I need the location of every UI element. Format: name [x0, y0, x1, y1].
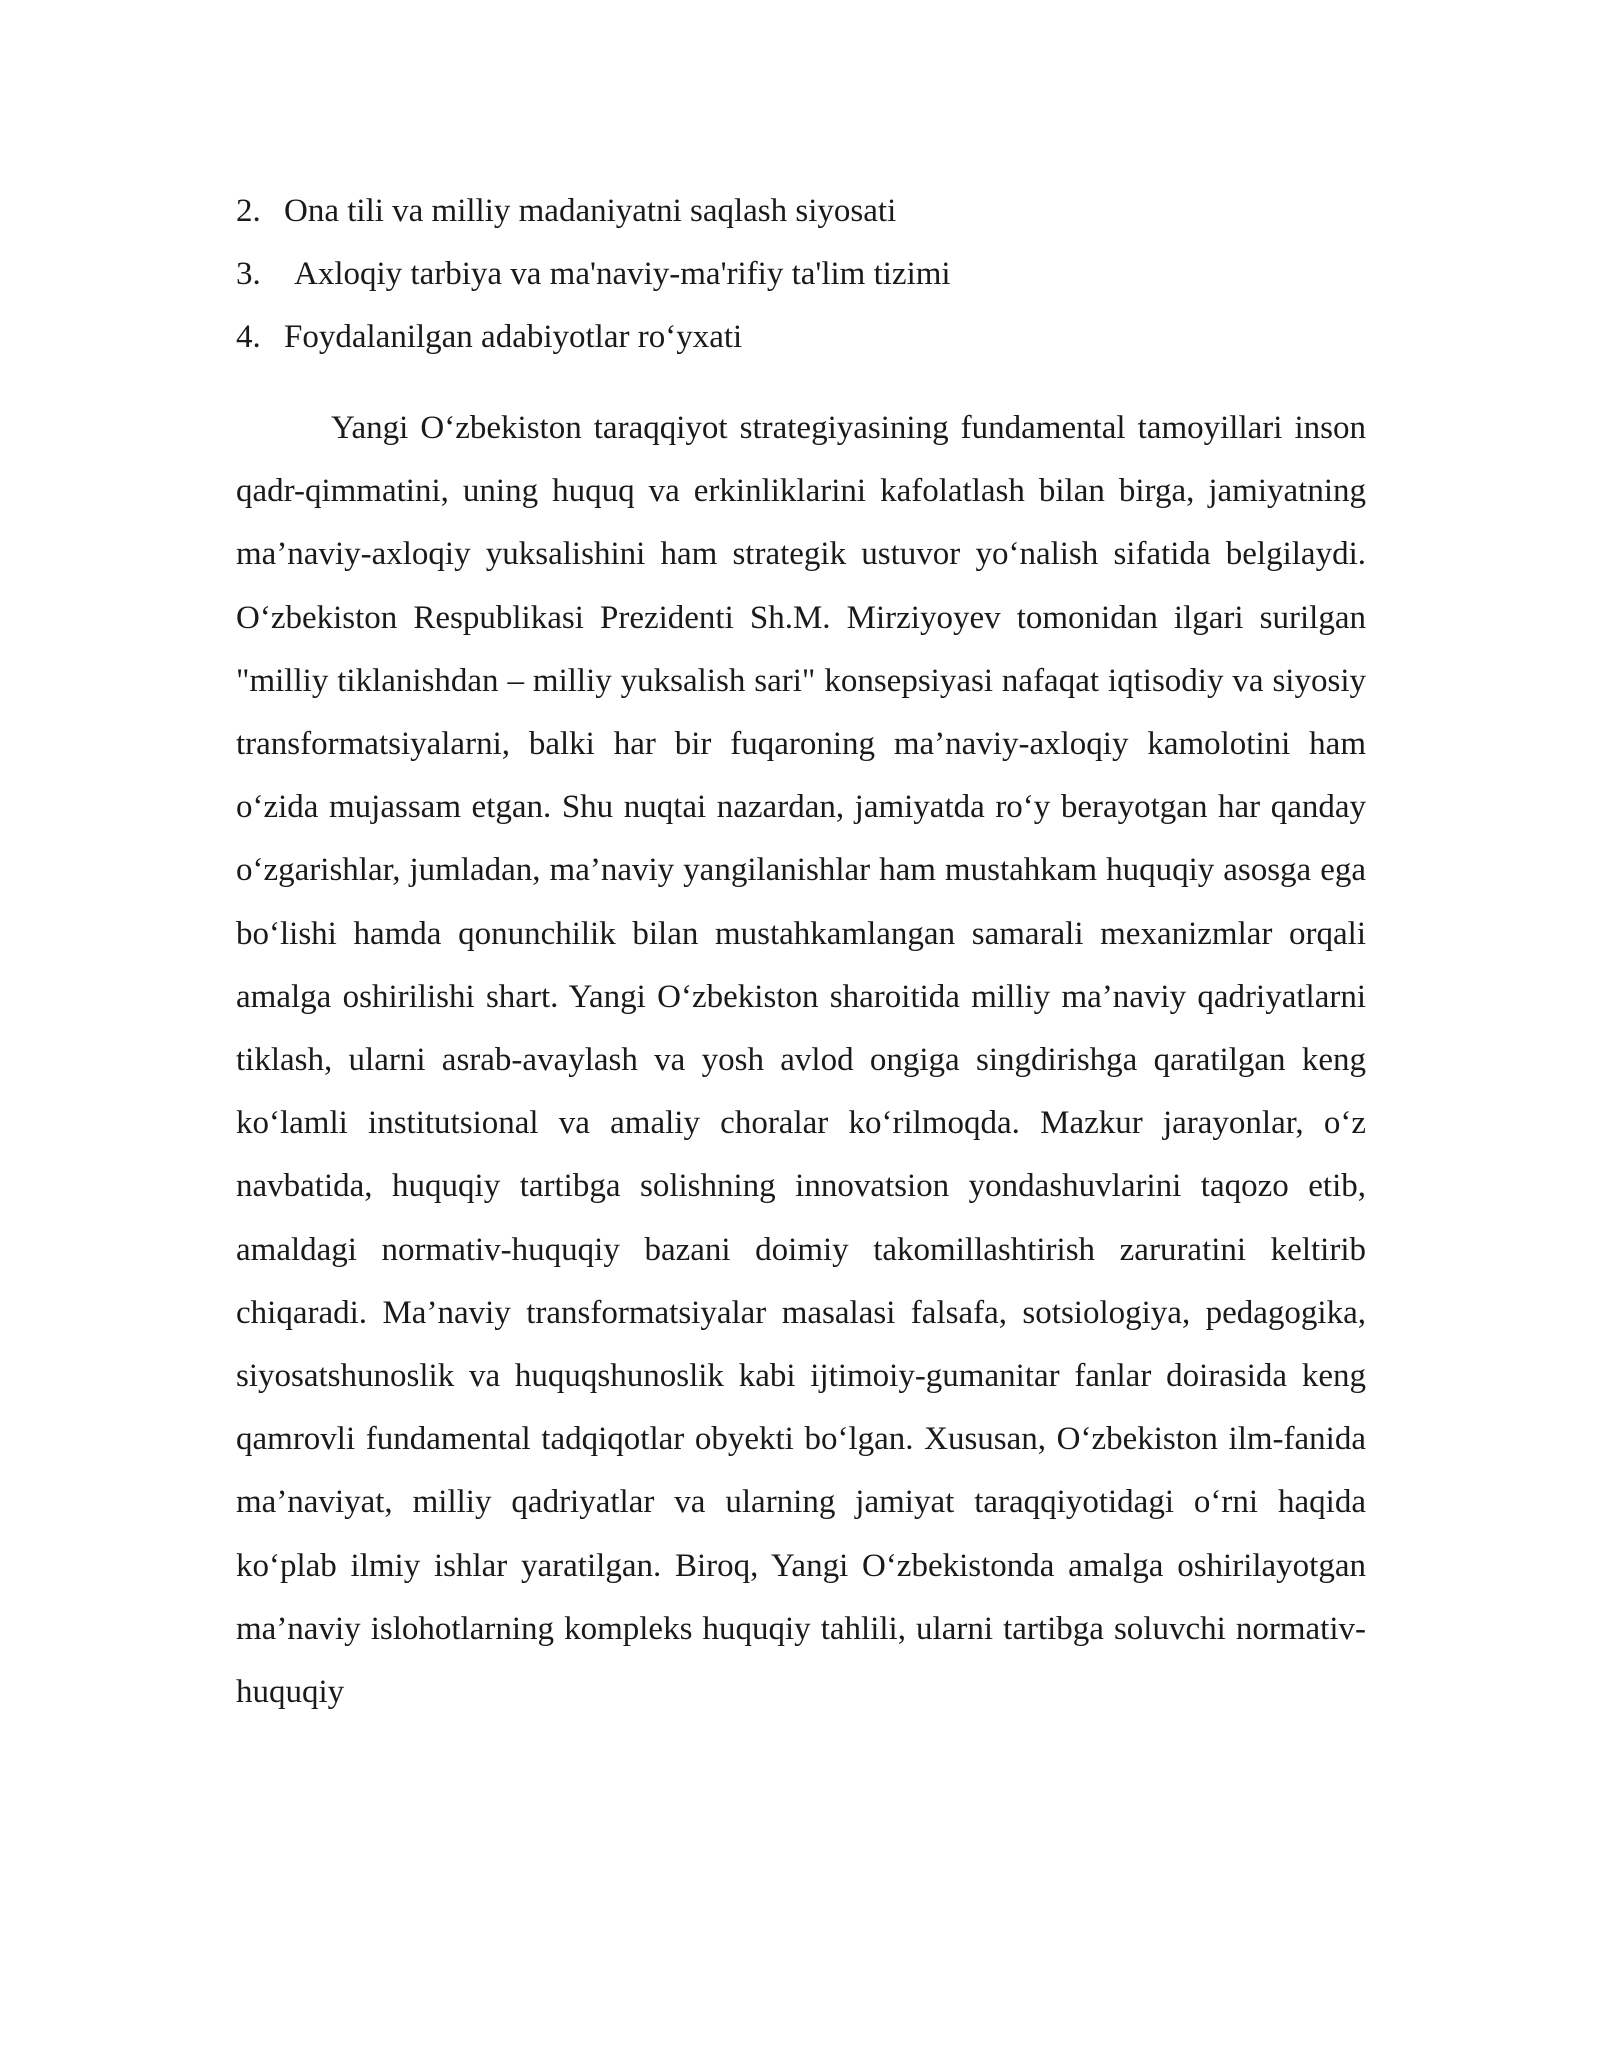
toc-item-number: 4. [236, 319, 261, 355]
toc-item [236, 312, 1366, 375]
toc-item [236, 186, 1366, 249]
body-paragraph: Yangi O‘zbekiston taraqqiyot strategiyasining fundamental tamoyillari inson qadr-qimmatini, uning huquq va erkinliklarini kafolatlash bilan birga, jamiyatning ma’naviy-axloqiy yuksalishini ham strategik ustuvor yo‘nalish sifatida belgilaydi. O‘zbekiston Respublikasi Prezidenti Sh.M. Mirziyoyev tomonidan ilgari surilgan "milliy tiklanishdan – milliy yuksalish sari" konsepsiyasi nafaqat iqtisodiy va siyosiy transformatsiyalarni, balki har bir fuqaroning ma’naviy-axloqiy kamolotini ham o‘zida mujassam etgan. Shu nuqtai nazardan, jamiyatda ro‘y berayotgan har qanday o‘zgarishlar, jumladan, ma’naviy yangilanishlar ham mustahkam huquqiy asosga ega bo‘lishi hamda qonunchilik bilan mustahkamlangan samarali mexanizmlar orqali amalga oshirilishi shart. Yangi O‘zbekiston sharoitida milliy ma’naviy qadriyatlarni tiklash, ularni asrab-avaylash va yosh avlod ongiga singdirishga qaratilgan keng ko‘lamli institutsional va amaliy choralar ko‘rilmoqda. Mazkur jarayonlar, o‘z navbatida, huquqiy tartibga solishning innovatsion yondashuvlarini taqozo etib, amaldagi normativ-huquqiy bazani doimiy takomillashtirish zaruratini keltirib chiqaradi. Ma’naviy transformatsiyalar masalasi falsafa, sotsiologiya, pedagogika, siyosatshunoslik va huquqshunoslik kabi ijtimoiy-gumanitar fanlar doirasida keng qamrovli fundamental tadqiqotlar obyekti bo‘lgan. Xususan, O‘zbekiston ilm-fanida ma’naviyat, milliy qadriyatlar va ularning jamiyat taraqqiyotidagi o‘rni haqida ko‘plab ilmiy ishlar yaratilgan. Biroq, Yangi O‘zbekistonda amalga oshirilayotgan ma’naviy islohotlarning kompleks huquqiy tahlili, ularni tartibga soluvchi normativ-huquqiy [236, 410, 1366, 1711]
toc-item-number: 2. [236, 193, 261, 229]
document-page [236, 186, 1366, 1757]
toc-item-text: Foydalanilgan adabiyotlar ro‘yxati [284, 319, 743, 355]
toc-item-text: Ona tili va milliy madaniyatni saqlash siyosati [284, 193, 897, 229]
toc-item-text: Axloqiy tarbiya va ma'naviy-ma'rifiy ta'lim tizimi [294, 256, 951, 292]
toc-item [236, 249, 1366, 312]
table-of-contents-list [236, 186, 1366, 375]
toc-item-number: 3. [236, 256, 261, 292]
